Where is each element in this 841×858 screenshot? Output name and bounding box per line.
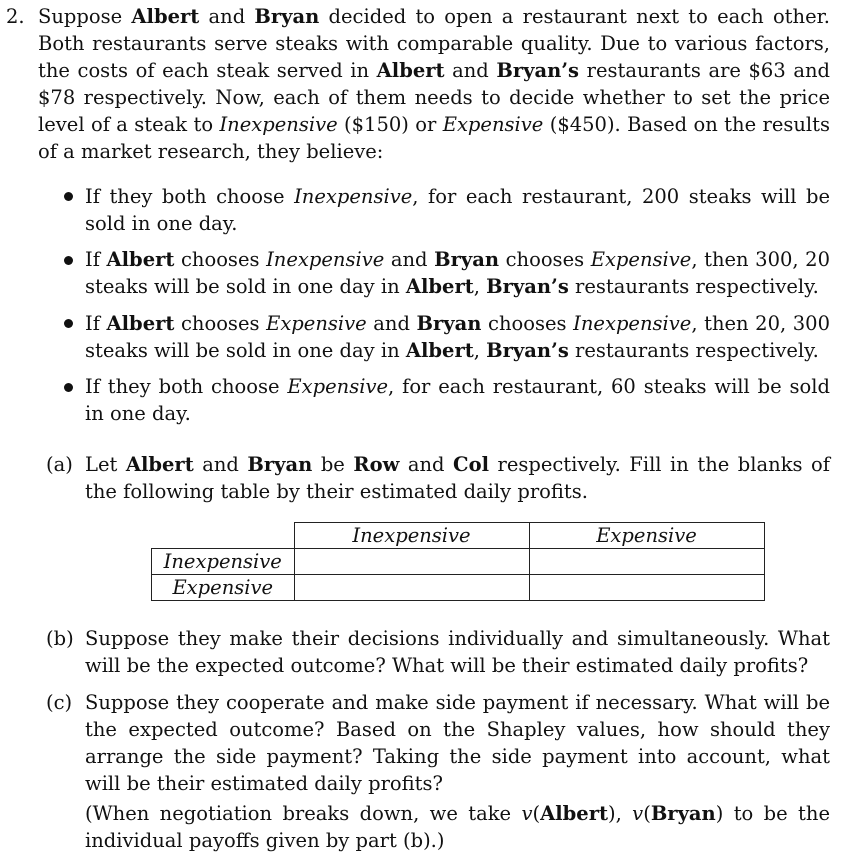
blank-cell[interactable] (294, 549, 529, 575)
part-b-label: (b) (46, 627, 74, 650)
col-header-expensive: Expensive (529, 523, 764, 549)
problem-intro: Suppose Albert and Bryan decided to open a restaurant next to each other. Both restaurants serve steaks with comparable quality. Due to various factors, the costs of each steak served in Albert and Bryan’s restaurants are $63 and $78 respectively. Now, each of them needs to decide whether to set the price level of a steak to Inexpensive ($150) or Expensive ($450). Based on the results of a market research, they believe: (38, 5, 831, 163)
bullet-dot (64, 383, 73, 392)
part-a-label: (a) (46, 453, 73, 476)
blank-cell[interactable] (529, 549, 764, 575)
bullet-item-albert-inexpensive: If Albert chooses Inexpensive and Bryan chooses Expensive, then 300, 20 steaks will be sold in one day in Albert, Bryan’s restaurants respectively. (85, 248, 830, 298)
table-row (152, 575, 765, 601)
bullet-dot (64, 256, 73, 265)
bullet-dot (64, 192, 73, 201)
part-a-text: Let Albert and Bryan be Row and Col respectively. Fill in the blanks of the following table by their estimated daily profits. (85, 453, 830, 503)
col-header-inexpensive: Inexpensive (294, 523, 529, 549)
bullet-item-both-inexpensive: If they both choose Inexpensive, for each restaurant, 200 steaks will be sold in one day. (85, 185, 831, 235)
bullet-item-albert-expensive: If Albert chooses Expensive and Bryan chooses Inexpensive, then 20, 300 steaks will be sold in one day in Albert, Bryan’s restaurants respectively. (85, 312, 830, 362)
table-corner-cell (152, 523, 295, 549)
table-header-row (152, 523, 765, 549)
bullet-dot (64, 319, 73, 328)
part-c-label: (c) (46, 691, 73, 714)
part-c-note: (When negotiation breaks down, we take v(Albert), v(Bryan) to be the individual payoffs given by part (b).) (85, 802, 830, 852)
part-b-text: Suppose they make their decisions individually and simultaneously. What will be the expected outcome? What will be their estimated daily profits? (85, 627, 830, 677)
problem-number: 2. (6, 5, 25, 28)
bullet-item-both-expensive: If they both choose Expensive, for each restaurant, 60 steaks will be sold in one day. (85, 375, 830, 425)
payoff-table (151, 522, 765, 601)
table-row (152, 549, 765, 575)
row-header-inexpensive: Inexpensive (152, 549, 295, 575)
row-header-expensive: Expensive (152, 575, 295, 601)
part-c-text: Suppose they cooperate and make side payment if necessary. What will be the expected outcome? Based on the Shapley values, how should they arrange the side payment? Taking the side payment into account, what will be their estimated daily profits? (85, 691, 830, 795)
blank-cell[interactable] (294, 575, 529, 601)
blank-cell[interactable] (529, 575, 764, 601)
